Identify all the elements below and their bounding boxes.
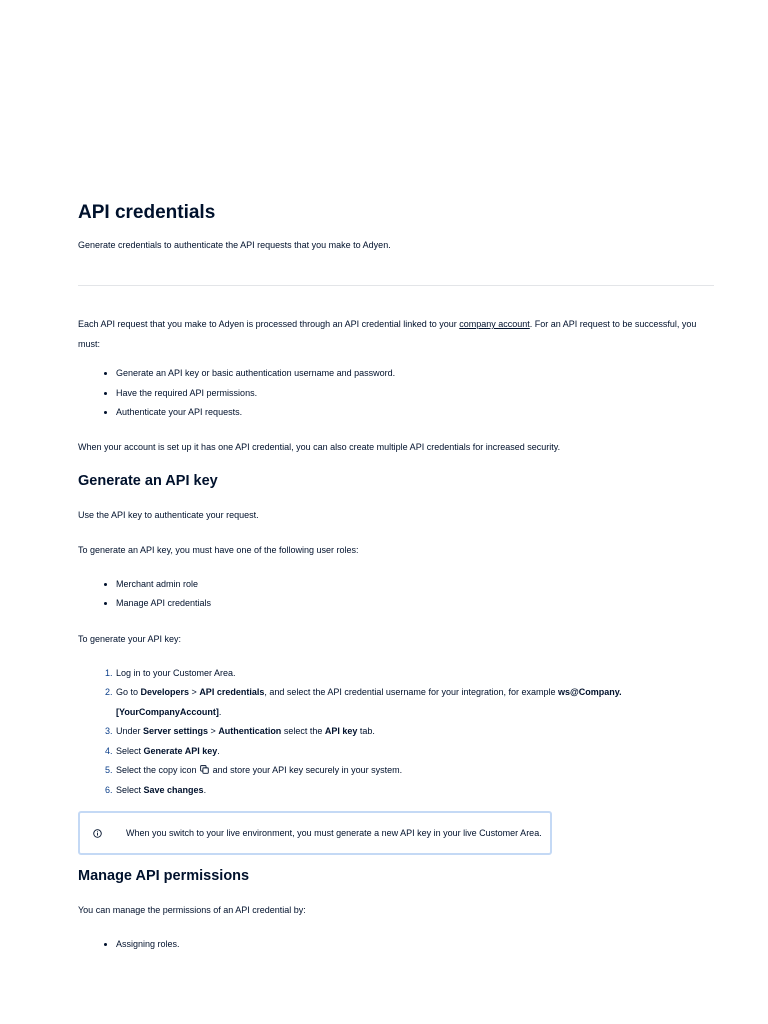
api-credentials-menu-label: API credentials — [199, 687, 265, 697]
steps-list — [116, 664, 714, 801]
authentication-label: Authentication — [218, 726, 282, 736]
server-settings-label: Server settings — [143, 726, 209, 736]
list-item: Have the required API permissions. — [116, 384, 714, 404]
step-item: Select Save changes. — [116, 784, 207, 795]
api-key-tab-label: API key — [324, 726, 358, 736]
steps-intro: To generate your API key: — [78, 633, 182, 644]
page-subtitle: Generate credentials to authenticate the API requests that you make to Adyen. — [78, 240, 391, 250]
section-heading-generate: Generate an API key — [78, 472, 218, 489]
requirements-list — [116, 364, 714, 423]
generate-api-key-label: Generate API key — [143, 745, 218, 756]
permissions-paragraph: You can manage the permissions of an API credential by: — [78, 905, 306, 915]
save-changes-label: Save changes — [143, 784, 204, 795]
info-note — [78, 811, 552, 855]
list-item: Manage API credentials — [116, 594, 714, 614]
roles-list — [116, 575, 714, 614]
copy-icon — [200, 765, 209, 774]
roles-paragraph: To generate an API key, you must have one of the following user roles: — [78, 544, 359, 555]
step-item: Select the copy icon and store your API key securely in your system. — [116, 765, 403, 775]
article — [78, 200, 714, 955]
intro-text-end: . For an API request to be successful, you must: — [78, 319, 697, 349]
step-item: Select Generate API key. — [116, 745, 220, 756]
info-icon — [93, 829, 102, 838]
note-text: When you switch to your live environment, you must generate a new API key in your live Customer Area. — [126, 828, 542, 838]
intro-paragraph — [78, 314, 714, 354]
step-item: Under Server settings > Authentication select the API key tab. — [116, 726, 375, 736]
generate-paragraph: Use the API key to authenticate your request. — [78, 509, 259, 520]
list-item: Assigning roles. — [116, 935, 714, 955]
developers-menu-label: Developers — [140, 687, 190, 697]
permissions-list — [116, 935, 714, 955]
intro-text: Each API request that you make to Adyen is processed through an API credential linked to your — [78, 319, 460, 329]
company-account-link[interactable]: company account — [459, 319, 530, 329]
step-item: Log in to your Customer Area. — [116, 667, 236, 678]
divider — [78, 285, 714, 286]
page-title: API credentials — [78, 202, 216, 223]
account-note: When your account is set up it has one API credential, you can also create multiple API credentials for increased security. — [78, 441, 561, 452]
list-item: Generate an API key or basic authentication username and password. — [116, 364, 714, 384]
section-heading-permissions: Manage API permissions — [78, 868, 250, 884]
username-example: ws@Company.[YourCompanyAccount] — [116, 687, 622, 717]
list-item: Merchant admin role — [116, 575, 714, 595]
list-item: Authenticate your API requests. — [116, 403, 714, 423]
step-item: Go to Developers > API credentials, and select the API credential username for your integration, for example ws@Company.[YourCompanyAccount]. — [116, 687, 622, 717]
